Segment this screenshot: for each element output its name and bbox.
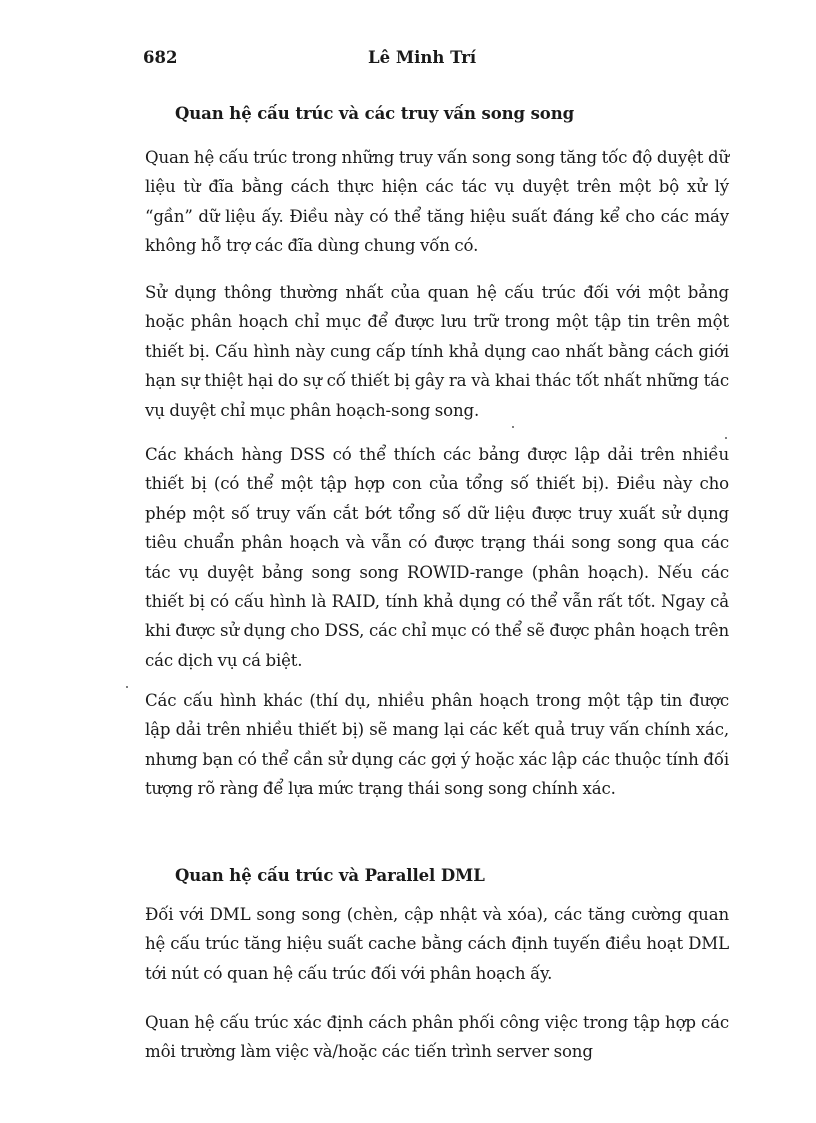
scan-speck [512,426,514,428]
section-heading: Quan hệ cấu trúc và các truy vấn song song [175,104,575,123]
section-heading: Quan hệ cấu trúc và Parallel DML [175,866,485,885]
paragraph: Đối với DML song song (chèn, cập nhật và xóa), các tăng cường quan hệ cấu trúc tăng hiệu suất cache bằng cách định tuyến điều hoạt DML tới nút có quan hệ cấu trúc đối với phân hoạch ấy. [145,905,729,983]
scan-speck [725,437,727,439]
paragraph: Sử dụng thông thường nhất của quan hệ cấu trúc đối với một bảng hoặc phân hoạch chỉ mục để được lưu trữ trong một tập tin trên một thiết bị. Cấu hình này cung cấp tính khả dụng cao nhất bằng cách giới hạn sự thiệt hại do sự cố thiết bị gây ra và khai thác tốt nhất những tác vụ duyệt chỉ mục phân hoạch-song song. [145,283,729,420]
page-number: 682 [143,48,178,67]
running-title: Lê Minh Trí [368,48,477,67]
paragraph: Các khách hàng DSS có thể thích các bảng được lập dải trên nhiều thiết bị (có thể một tập hợp con của tổng số thiết bị). Điều này cho phép một số truy vấn cắt bớt tổng số dữ liệu được truy xuất sử dụng tiêu chuẩn phân hoạch và vẫn có được trạng thái song song qua các tác vụ duyệt bảng song song ROWID-range (phân hoạch). Nếu các thiết bị có cấu hình là RAID, tính khả dụng có thể vẫn rất tốt. Ngay cả khi được sử dụng cho DSS, các chỉ mục có thể sẽ được phân hoạch trên các dịch vụ cá biệt. [145,445,729,670]
paragraph: Quan hệ cấu trúc xác định cách phân phối công việc trong tập hợp các môi trường làm việc và/hoặc các tiến trình server song [145,1013,729,1062]
running-header [143,48,728,72]
scan-speck [126,686,128,688]
paragraph: Quan hệ cấu trúc trong những truy vấn song song tăng tốc độ duyệt dữ liệu từ đĩa bằng cách thực hiện các tác vụ duyệt trên một bộ xử lý “gần” dữ liệu ấy. Điều này có thể tăng hiệu suất đáng kể cho các máy không hỗ trợ các đĩa dùng chung vốn có. [145,148,729,256]
paragraph: Các cấu hình khác (thí dụ, nhiều phân hoạch trong một tập tin được lập dải trên nhiều thiết bị) sẽ mang lại các kết quả truy vấn chính xác, nhưng bạn có thể cần sử dụng các gợi ý hoặc xác lập các thuộc tính đối tượng rõ ràng để lựa mức trạng thái song song chính xác. [145,691,729,799]
